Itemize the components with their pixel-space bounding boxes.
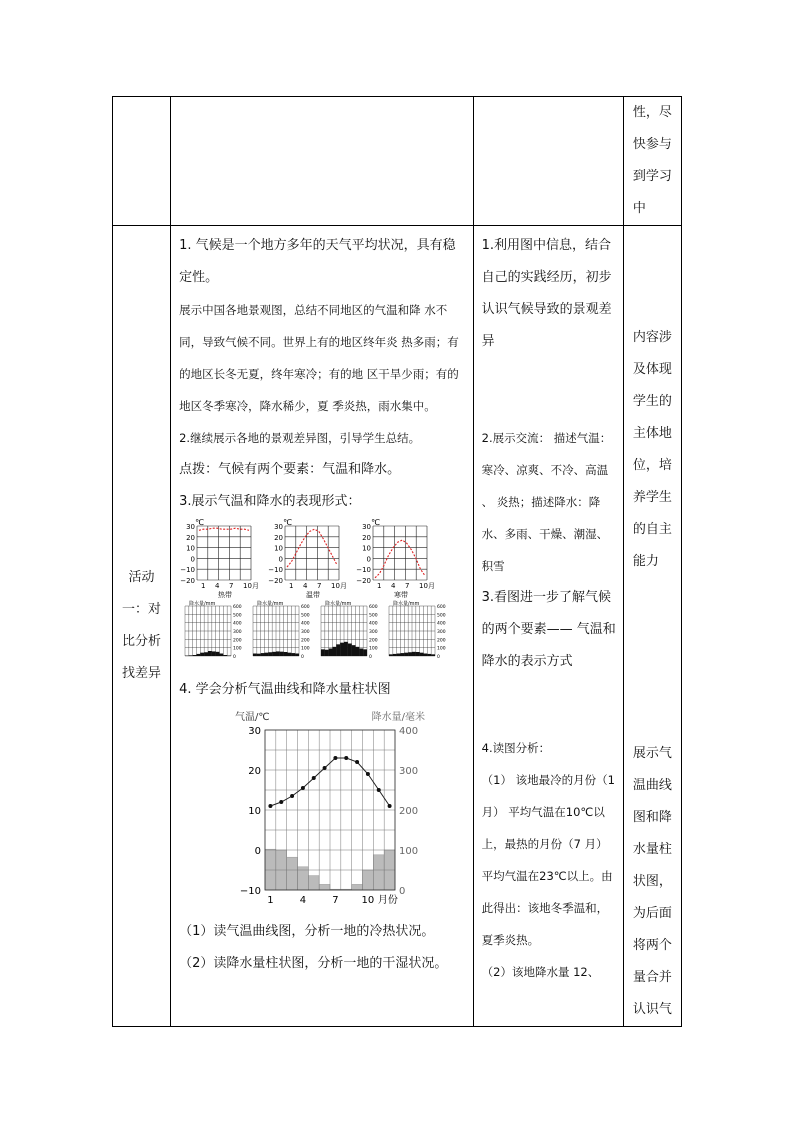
small-precip-title: 降水量/mm <box>189 601 216 607</box>
small-precip-tick: 400 <box>437 621 446 627</box>
small-precip-title: 降水量/mm <box>393 601 420 607</box>
month-tick: 7 <box>332 895 339 906</box>
precipitation-tick: 0 <box>399 886 406 897</box>
small-month-tick: 1 <box>377 582 382 590</box>
small-precip-bar <box>253 654 257 657</box>
activity-label-line: 活动 <box>128 570 155 585</box>
temperature-tick: 20 <box>248 766 262 777</box>
small-temp-tick: 0 <box>190 555 196 564</box>
small-chart-caption: 寒带 <box>394 591 409 598</box>
temperature-axis-label: 气温/℃ <box>235 712 270 723</box>
precipitation-bar <box>373 855 384 890</box>
small-precip-bar <box>223 655 227 656</box>
small-precip-bar <box>393 654 397 656</box>
precipitation-axis-label: 降水量/毫米 <box>371 712 426 723</box>
small-chart-caption: 热带 <box>218 591 233 598</box>
precipitation-tick: 300 <box>399 766 419 777</box>
climate-chart <box>235 708 455 914</box>
small-temp-tick: 30 <box>362 523 372 531</box>
teacher-point-3: 2.继续展示各地的景观差异图，引导学生总结。 <box>179 431 421 445</box>
small-month-unit: 月 <box>340 582 348 590</box>
small-precip-tick: 300 <box>437 630 446 635</box>
activity-label-line: 找差异 <box>122 666 162 681</box>
small-precip-bar <box>268 652 272 656</box>
small-precip-bar <box>288 653 292 656</box>
small-temp-tick: 0 <box>278 555 284 564</box>
small-precip-bar <box>329 649 333 657</box>
small-precip-tick: 600 <box>369 605 378 610</box>
small-temp-curve <box>375 540 425 578</box>
small-temperature-charts <box>175 518 461 598</box>
small-precip-tick: 600 <box>437 605 446 610</box>
teacher-point-2: 展示中国各地景观图，总结不同地区的气温和降 水不同，导致气候不同。世界上有的地区终年炎 热多雨；有的地区长冬无夏，终年寒冷；有的地 区干旱少雨；有的地区冬季寒冷，降水稀少，夏 季炎热，雨水集中。 <box>179 303 459 413</box>
temperature-point <box>312 776 316 780</box>
small-precip-bar <box>257 654 261 656</box>
temperature-point <box>269 804 273 808</box>
top-cell-1 <box>113 97 171 226</box>
small-temp-tick: 10 <box>186 544 196 553</box>
small-precip-tick: 200 <box>301 638 310 644</box>
small-precip-bar <box>352 645 356 656</box>
small-month-tick: 10 <box>243 582 253 590</box>
small-temp-tick: 10 <box>362 544 372 553</box>
small-precip-bar <box>189 655 193 656</box>
small-temp-tick: −10 <box>356 566 372 575</box>
small-precip-bar <box>280 652 284 656</box>
teacher-point-8: （2）读降水量柱状图，分析一地的干湿状况。 <box>179 956 448 971</box>
temperature-tick: 0 <box>254 846 262 857</box>
small-precip-bar <box>424 654 428 657</box>
month-unit: 月份 <box>378 895 399 906</box>
precipitation-bar <box>363 870 374 890</box>
student-point-2: 2.展示交流： 描述气温：寒冷、凉爽、不冷、高温 、 炎热；描述降水：降水、多雨、干燥、潮湿、积雪 <box>481 431 612 573</box>
small-temp-tick: 0 <box>366 555 372 564</box>
temperature-point <box>344 756 348 760</box>
temperature-point <box>334 756 338 760</box>
small-precip-bar <box>336 644 340 656</box>
small-chart-caption: 温带 <box>306 591 321 598</box>
small-precip-bar <box>333 647 337 656</box>
small-precip-bar <box>261 653 265 656</box>
small-precip-tick: 0 <box>369 655 372 660</box>
small-precip-tick: 500 <box>233 613 242 619</box>
small-precip-bar <box>284 652 288 656</box>
small-precip-tick: 0 <box>437 655 440 660</box>
small-precipitation-charts <box>175 600 461 670</box>
small-precip-bar <box>344 642 348 656</box>
small-precip-bar <box>272 652 276 656</box>
small-month-tick: 7 <box>405 582 410 590</box>
teacher-activity-cell <box>171 226 474 1027</box>
activity-label-line: 一：对 <box>122 602 162 617</box>
temperature-point <box>366 772 370 776</box>
temperature-point <box>388 804 392 808</box>
intent-2: 展示气温曲线图和降水量柱状图，为后面将两个量合并认识气 <box>632 746 672 1017</box>
activity-label-cell <box>113 226 171 1027</box>
precipitation-tick: 200 <box>399 806 419 817</box>
activity-label-line: 比分析 <box>122 634 162 649</box>
temperature-tick: 10 <box>248 806 262 817</box>
small-precip-tick: 300 <box>233 630 242 635</box>
small-precip-bar <box>412 652 416 656</box>
small-month-tick: 4 <box>303 582 308 590</box>
intent-1: 内容涉及体现学生的主体地位，培养学生的自主能力 <box>632 330 672 569</box>
small-precip-tick: 100 <box>301 646 310 652</box>
small-precip-title: 降水量/mm <box>257 601 284 607</box>
small-precip-tick: 0 <box>233 655 236 660</box>
small-precip-bar <box>416 652 420 656</box>
small-temp-curve <box>287 529 337 567</box>
small-precip-tick: 600 <box>301 605 310 610</box>
small-precip-tick: 500 <box>301 613 310 619</box>
temperature-point <box>377 788 381 792</box>
small-precip-bar <box>359 649 363 657</box>
precipitation-bar <box>287 857 298 890</box>
teacher-point-5: 3.展示气温和降水的表现形式： <box>179 494 361 509</box>
top-right-line: 到学习 <box>632 169 672 184</box>
precipitation-tick: 400 <box>399 726 419 737</box>
small-month-tick: 4 <box>391 582 396 590</box>
small-precip-bar <box>397 654 401 657</box>
small-precip-tick: 300 <box>369 630 378 635</box>
small-temp-tick: −10 <box>268 566 284 575</box>
small-precip-bar <box>227 656 231 657</box>
small-temp-curve <box>199 528 249 530</box>
small-precip-tick: 400 <box>369 621 378 627</box>
student-activity-cell <box>473 226 623 1027</box>
student-point-4: 4.读图分析： <box>481 741 551 755</box>
small-precip-bar <box>295 654 299 657</box>
small-month-tick: 7 <box>229 582 234 590</box>
small-precip-title: 降水量/mm <box>325 601 352 607</box>
precipitation-bar <box>352 884 363 890</box>
small-temp-tick: −20 <box>268 577 284 585</box>
student-point-5: （1） 该地最冷的月份（1 月） 平均气温在10℃以上，最热的月份（7 月） 平均气温在23℃以上。由此得出：该地冬季温和，夏季炎热。 <box>481 773 615 947</box>
small-precip-bar <box>401 653 405 656</box>
month-tick: 10 <box>361 895 375 906</box>
top-right-line: 性，尽 <box>632 105 672 120</box>
small-precip-bar <box>291 653 295 656</box>
small-month-tick: 10 <box>419 582 429 590</box>
small-temp-tick: −20 <box>356 577 372 585</box>
temperature-point <box>355 760 359 764</box>
small-precip-bar <box>220 654 224 657</box>
month-tick: 4 <box>299 895 307 906</box>
design-intent-cell <box>623 226 681 1027</box>
small-month-tick: 1 <box>289 582 294 590</box>
small-precip-bar <box>193 655 197 656</box>
small-precip-bar <box>276 651 280 656</box>
precipitation-tick: 100 <box>399 846 419 857</box>
small-temp-unit: ℃ <box>283 518 293 527</box>
teacher-point-7: （1）读气温曲线图，分析一地的冷热状况。 <box>179 924 435 939</box>
temperature-point <box>301 786 305 790</box>
small-precip-bar <box>200 653 204 656</box>
small-temp-unit: ℃ <box>195 518 205 527</box>
lesson-plan-table <box>112 96 682 1027</box>
top-cell-3 <box>473 97 623 226</box>
small-temp-tick: −20 <box>180 577 196 585</box>
small-precip-tick: 500 <box>369 613 378 619</box>
small-precip-bar <box>265 653 269 656</box>
small-precip-bar <box>325 650 329 656</box>
temperature-tick: −10 <box>239 886 262 897</box>
small-precip-tick: 300 <box>301 630 310 635</box>
small-month-tick: 1 <box>201 582 206 590</box>
top-cell-2 <box>171 97 474 226</box>
small-precip-bar <box>216 652 220 656</box>
small-precip-bar <box>431 654 435 656</box>
top-cell-4 <box>623 97 681 226</box>
small-precip-bar <box>212 651 216 656</box>
small-precip-tick: 100 <box>437 646 446 652</box>
small-month-tick: 10 <box>331 582 341 590</box>
small-precip-tick: 600 <box>233 605 242 610</box>
precipitation-bar <box>265 849 276 890</box>
small-precip-bar <box>321 649 325 656</box>
teacher-point-1: 1. 气候是一个地方多年的天气平均状况，具有稳定性。 <box>179 238 456 285</box>
small-month-unit: 月 <box>428 582 436 590</box>
precipitation-bar <box>308 876 319 890</box>
top-right-line: 快参与 <box>632 137 672 152</box>
small-precip-bar <box>420 653 424 656</box>
temperature-point <box>290 794 294 798</box>
small-precip-tick: 0 <box>301 655 304 660</box>
small-temp-tick: 20 <box>186 533 196 542</box>
small-precip-tick: 100 <box>369 646 378 652</box>
small-precip-tick: 200 <box>437 638 446 644</box>
small-precip-bar <box>356 647 360 656</box>
small-temp-tick: 20 <box>362 533 372 542</box>
small-month-tick: 4 <box>215 582 220 590</box>
precipitation-bar <box>298 867 309 890</box>
student-point-6: （2）该地降水量 12、 <box>481 965 600 979</box>
small-temp-tick: 10 <box>274 544 284 553</box>
small-precip-bar <box>427 654 431 656</box>
small-precip-bar <box>363 649 367 656</box>
small-precip-tick: 100 <box>233 646 242 652</box>
small-precip-bar <box>408 652 412 656</box>
small-temp-tick: 30 <box>186 523 196 531</box>
small-temp-tick: −10 <box>180 566 196 575</box>
small-precip-bar <box>208 651 212 656</box>
small-precip-bar <box>348 644 352 657</box>
small-precip-tick: 500 <box>437 613 446 619</box>
small-precip-tick: 400 <box>233 621 242 627</box>
temperature-tick: 30 <box>248 726 262 737</box>
small-precip-tick: 400 <box>301 621 310 627</box>
temperature-point <box>279 800 283 804</box>
small-precip-tick: 200 <box>369 638 378 644</box>
student-point-1: 1.利用图中信息，结合自己的实践经历，初步认识气候导致的景观差异 <box>481 238 612 349</box>
small-precip-tick: 200 <box>233 638 242 644</box>
month-tick: 1 <box>267 895 274 906</box>
small-precip-bar <box>340 643 344 656</box>
small-precip-bar <box>404 653 408 656</box>
small-precip-bar <box>204 652 208 656</box>
precipitation-bar <box>319 884 330 890</box>
teacher-point-6: 4. 学会分析气温曲线和降水量柱状图 <box>179 682 391 697</box>
small-precip-bar <box>197 654 201 656</box>
small-temp-tick: 20 <box>274 533 284 542</box>
small-temp-tick: 30 <box>274 523 284 531</box>
teacher-point-4: 点拨：气候有两个要素：气温和降水。 <box>179 462 401 477</box>
small-month-unit: 月 <box>252 582 260 590</box>
small-month-tick: 7 <box>317 582 322 590</box>
small-precip-bar <box>389 654 393 656</box>
small-temp-unit: ℃ <box>371 518 381 527</box>
student-point-3: 3.看图进一步了解气候的两个要素—— 气温和降水的表示方式 <box>481 590 616 669</box>
top-right-line: 中 <box>632 201 646 216</box>
temperature-point <box>323 766 327 770</box>
